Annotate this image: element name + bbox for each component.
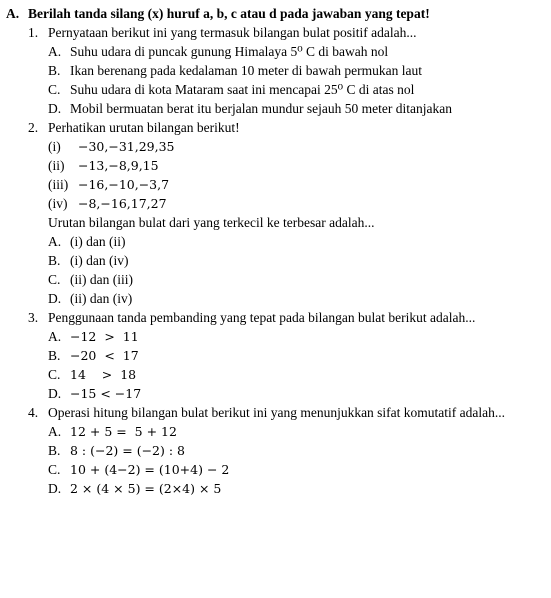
option-letter: D. <box>48 291 62 306</box>
option-letter: C. <box>48 82 61 97</box>
option-letter: C. <box>48 272 61 287</box>
option-text: Suhu udara di puncak gunung Himalaya 5⁰ C di bawah nol <box>70 44 389 59</box>
worksheet <box>6 4 550 498</box>
question-number: 2. <box>28 120 39 135</box>
option-3c[interactable] <box>48 365 550 384</box>
question-number: 4. <box>28 405 39 420</box>
question-1 <box>28 23 550 118</box>
sequence-values: −8,−16,17,27 <box>78 196 167 211</box>
question-number: 1. <box>28 25 39 40</box>
option-2c[interactable] <box>48 270 550 289</box>
question-2 <box>28 118 550 308</box>
option-letter: B. <box>48 63 61 78</box>
question-3-options <box>48 327 550 403</box>
sequence-item <box>48 175 550 194</box>
option-letter: C. <box>48 462 61 477</box>
option-1c[interactable] <box>48 80 550 99</box>
option-2a[interactable] <box>48 232 550 251</box>
question-text: Pernyataan berikut ini yang termasuk bilangan bulat positif adalah... <box>48 25 417 40</box>
sequence-item <box>48 156 550 175</box>
number-sequences <box>48 137 550 213</box>
option-letter: C. <box>48 367 61 382</box>
section-heading <box>6 4 550 23</box>
option-1a[interactable] <box>48 42 550 61</box>
sequence-item <box>48 137 550 156</box>
option-text: 14 > 18 <box>70 367 137 382</box>
question-text: Penggunaan tanda pembanding yang tepat pada bilangan bulat berikut adalah... <box>48 310 476 325</box>
question-4 <box>28 403 550 498</box>
option-text: −20 < 17 <box>70 348 139 363</box>
option-text: Ikan berenang pada kedalaman 10 meter di bawah permukan laut <box>70 63 422 78</box>
question-1-options <box>48 42 550 118</box>
option-text: (i) dan (ii) <box>70 234 126 249</box>
sequence-label: (iv) <box>48 196 68 211</box>
option-letter: D. <box>48 481 62 496</box>
option-2b[interactable] <box>48 251 550 270</box>
option-letter: A. <box>48 234 62 249</box>
option-1b[interactable] <box>48 61 550 80</box>
option-text: 2 × (4 × 5) = (2×4) × 5 <box>70 481 222 496</box>
option-letter: B. <box>48 253 61 268</box>
question-4-line <box>28 403 550 422</box>
question-text: Operasi hitung bilangan bulat berikut ini yang menunjukkan sifat komutatif adalah... <box>48 405 506 420</box>
option-letter: A. <box>48 329 62 344</box>
question-1-line <box>28 23 550 42</box>
sequence-values: −13,−8,9,15 <box>78 158 159 173</box>
option-text: Suhu udara di kota Mataram saat ini mencapai 25⁰ C di atas nol <box>70 82 415 97</box>
option-letter: A. <box>48 44 62 59</box>
question-2-line <box>28 118 550 137</box>
option-text: −15 < −17 <box>70 386 142 401</box>
sequence-values: −16,−10,−3,7 <box>78 177 170 192</box>
sequence-label: (ii) <box>48 158 65 173</box>
option-3a[interactable] <box>48 327 550 346</box>
option-letter: B. <box>48 443 61 458</box>
section-letter: A. <box>6 6 20 21</box>
question-text: Perhatikan urutan bilangan berikut! <box>48 120 240 135</box>
option-text: 10 + (4−2) = (10+4) − 2 <box>70 462 230 477</box>
section-instruction: Berilah tanda silang (x) huruf a, b, c atau d pada jawaban yang tepat! <box>28 6 430 21</box>
question-number: 3. <box>28 310 39 325</box>
option-3b[interactable] <box>48 346 550 365</box>
option-text: (i) dan (iv) <box>70 253 129 268</box>
option-text: (ii) dan (iii) <box>70 272 133 287</box>
option-3d[interactable] <box>48 384 550 403</box>
option-text: (ii) dan (iv) <box>70 291 133 306</box>
option-letter: D. <box>48 101 62 116</box>
question-4-options <box>48 422 550 498</box>
question-2-options <box>48 232 550 308</box>
option-text: Mobil bermuatan berat itu berjalan mundur sejauh 50 meter ditanjakan <box>70 101 453 116</box>
sequence-label: (iii) <box>48 177 69 192</box>
option-2d[interactable] <box>48 289 550 308</box>
question-3-line <box>28 308 550 327</box>
question-2-stem: Urutan bilangan bulat dari yang terkecil ke terbesar adalah... <box>48 215 375 230</box>
option-1d[interactable] <box>48 99 550 118</box>
sequence-label: (i) <box>48 139 61 154</box>
option-text: −12 > 11 <box>70 329 139 344</box>
option-letter: A. <box>48 424 62 439</box>
option-4d[interactable] <box>48 479 550 498</box>
option-4b[interactable] <box>48 441 550 460</box>
option-text: 8 : (−2) = (−2) : 8 <box>70 443 186 458</box>
question-3 <box>28 308 550 403</box>
option-4a[interactable] <box>48 422 550 441</box>
sequence-item <box>48 194 550 213</box>
option-4c[interactable] <box>48 460 550 479</box>
option-letter: D. <box>48 386 62 401</box>
sequence-values: −30,−31,29,35 <box>78 139 175 154</box>
option-letter: B. <box>48 348 61 363</box>
option-text: 12 + 5 = 5 + 12 <box>70 424 177 439</box>
